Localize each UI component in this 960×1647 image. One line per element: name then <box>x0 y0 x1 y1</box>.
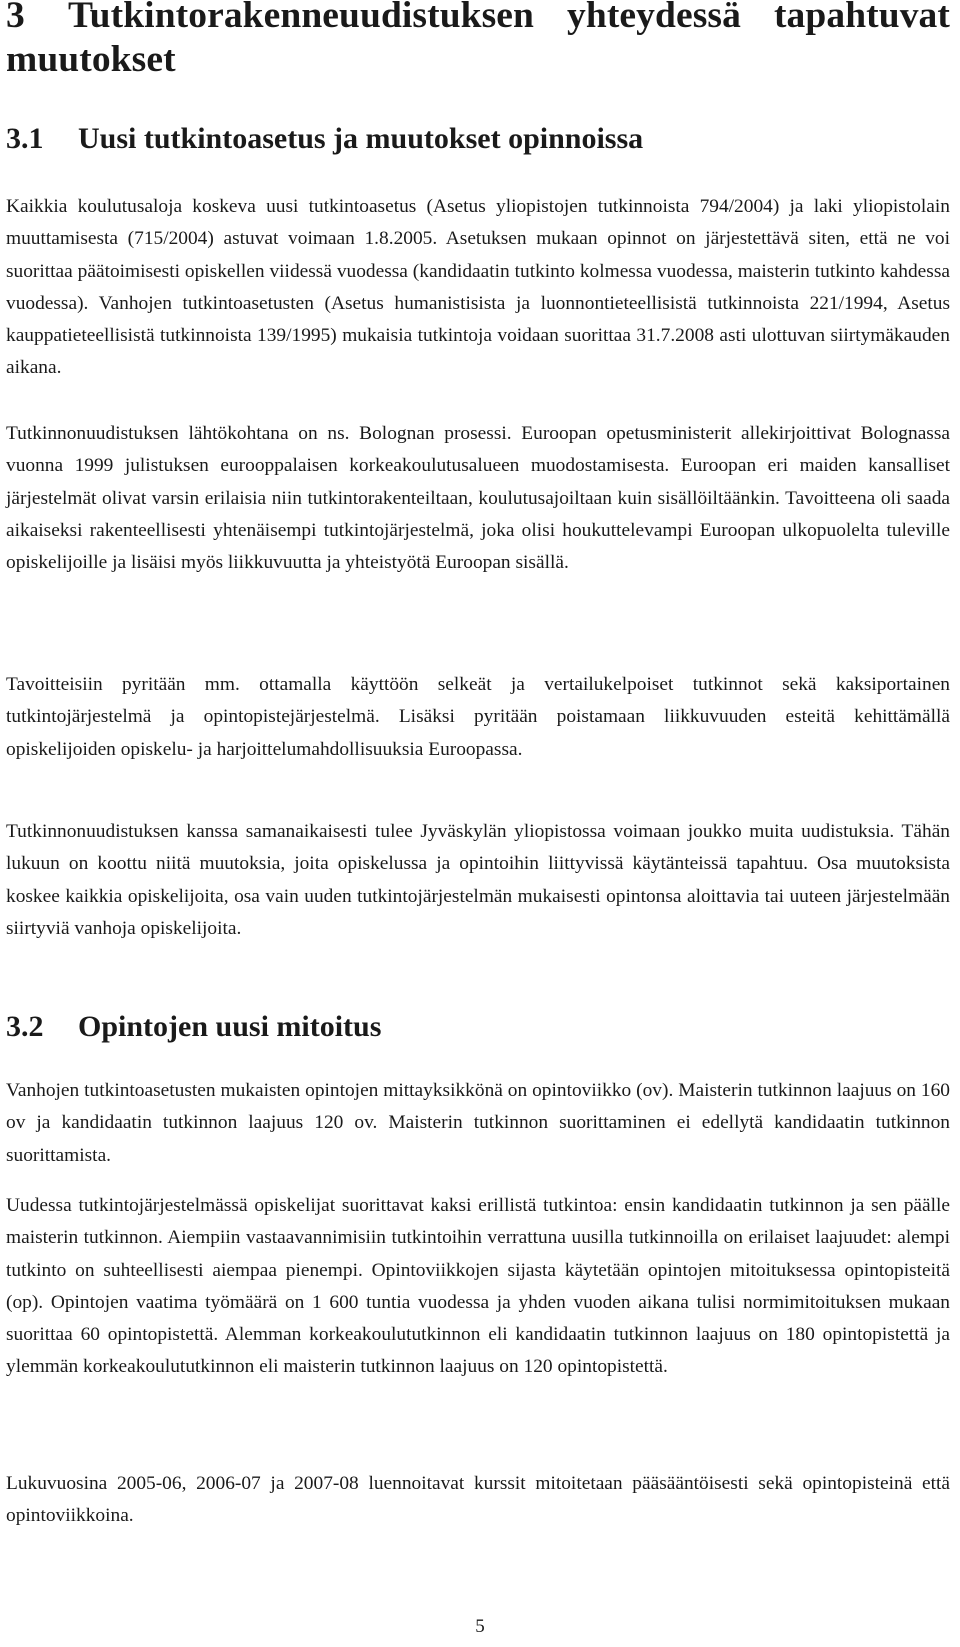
paragraph: Tutkinnonuudistuksen lähtökohtana on ns. Bolognan prosessi. Euroopan opetusministerit allekirjoittivat Bolognassa vuonna 1999 julistuksen eurooppalaisen korkeakoulutusalueen muodostamisesta. Euroopan eri maiden kansalliset järjestelmät olivat varsin erilaisia niin tutkintorakenteiltaan, koulutusajoiltaan kuin sisällöiltäänkin. Tavoitteena oli saada aikaiseksi rakenteellisesti yhtenäisempi tutkintojärjestelmä, joka olisi houkuttelevampi Euroopan ulkopuolelta tuleville opiskelijoille ja lisäisi myös liikkuvuutta ja yhteistyötä Euroopan sisällä. <box>6 423 950 574</box>
paragraph: Vanhojen tutkintoasetusten mukaisten opintojen mittayksikkönä on opintoviikko (ov). Maisterin tutkinnon laajuus on 160 ov ja kandidaatin tutkinnon laajuus 120 ov. Maisterin tutkinnon suorittaminen ei edellytä kandidaatin tutkinnon suorittamista. <box>6 1080 950 1166</box>
paragraph: Uudessa tutkintojärjestelmässä opiskelijat suorittavat kaksi erillistä tutkintoa: ensin kandidaatin tutkinnon ja sen päälle maisterin tutkinnon. Aiempiin vastaavannimisiin tutkintoihin verrattuna uusilla tutkinnoilla on erilaiset laajuudet: alempi tutkinto on suhteellisesti aiempaa pienempi. Opintoviikkojen sijasta käytetään opintojen mitoituksessa opintopisteitä (op). Opintojen vaatima työmäärä on 1 600 tuntia vuodessa ja yhden vuoden aikana tulisi normimitoituksen mukaan suorittaa 60 opintopistettä. Alemman korkeakoulututkinnon eli kandidaatin tutkinnon laajuus on 180 opintopistettä ja ylemmän korkeakoulututkinnon eli maisterin tutkinnon laajuus on 120 opintopistettä. <box>6 1195 950 1378</box>
section-title: Opintojen uusi mitoitus <box>78 1010 382 1043</box>
section-heading-3-2 <box>6 1009 381 1045</box>
chapter-number: 3 <box>6 0 25 36</box>
paragraph: Kaikkia koulutusaloja koskeva uusi tutkintoasetus (Asetus yliopistojen tutkinnoista 794/2004) ja laki yliopistolain muuttamisesta (715/2004) astuvat voimaan 1.8.2005. Asetuksen mukaan opinnot on järjestettävä siten, että ne voi suorittaa päätoimisesti opiskellen viidessä vuodessa (kandidaatin tutkinto kolmessa vuodessa, maisterin tutkinto kahdessa vuodessa). Vanhojen tutkintoasetusten (Asetus humanistisista ja luonnontieteellisistä tutkinnoista 221/1994, Asetus kauppatieteellisistä tutkinnoista 139/1995) mukaisia tutkintoja voidaan suorittaa 31.7.2008 asti ulottuvan siirtymäkauden aikana. <box>6 196 950 379</box>
chapter-title: Tutkintorakenneuudistuksen yhteydessä tapahtuvat muutokset <box>6 0 950 80</box>
section-title: Uusi tutkintoasetus ja muutokset opinnoissa <box>78 122 644 155</box>
section-heading-3-1 <box>6 121 643 157</box>
paragraph: Lukuvuosina 2005-06, 2006-07 ja 2007-08 luennoitavat kurssit mitoitetaan pääsääntöisesti sekä opintopisteinä että opintoviikkoina. <box>6 1473 950 1527</box>
section-number: 3.2 <box>6 1010 44 1043</box>
section-number: 3.1 <box>6 122 44 155</box>
page-number: 5 <box>475 1616 485 1637</box>
paragraph: Tutkinnonuudistuksen kanssa samanaikaisesti tulee Jyväskylän yliopistossa voimaan joukko muita uudistuksia. Tähän lukuun on koottu niitä muutoksia, joita opiskelussa ja opintoihin liittyvissä käytänteissä tapahtuu. Osa muutoksista koskee kaikkia opiskelijoita, osa vain uuden tutkintojärjestelmän mukaisesti opintonsa aloittavia tai uuteen järjestelmään siirtyviä vanhoja opiskelijoita. <box>6 821 950 939</box>
chapter-heading <box>6 0 950 82</box>
paragraph: Tavoitteisiin pyritään mm. ottamalla käyttöön selkeät ja vertailukelpoiset tutkinnot sekä kaksiportainen tutkintojärjestelmä ja opintopistejärjestelmä. Lisäksi pyritään poistamaan liikkuvuuden esteitä kehittämällä opiskelijoiden opiskelu- ja harjoittelumahdollisuuksia Euroopassa. <box>6 674 950 760</box>
